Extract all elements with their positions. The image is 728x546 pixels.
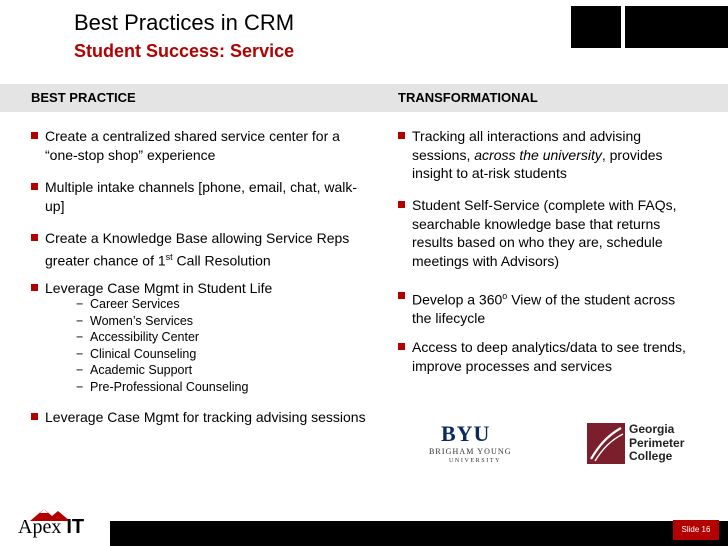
- bullet-marker: [398, 132, 405, 139]
- slide-subtitle: Student Success: Service: [74, 41, 295, 61]
- georgia-perimeter-college-logo: Georgia Perimeter College: [587, 423, 687, 468]
- byu-logo: BYU BRIGHAM YOUNG UNIVERSITY: [429, 421, 512, 464]
- bullet-tracking-interactions: Tracking all interactions and advising sessions, across the university, provides insight to at-risk students: [398, 127, 698, 183]
- column-header-best-practice: BEST PRACTICE: [31, 90, 136, 105]
- bullet-intake-channels: Multiple intake channels [phone, email, chat, walk-up]: [31, 178, 376, 215]
- bullet-marker: [398, 201, 405, 208]
- student-life-services-list: [76, 296, 248, 395]
- apex-it-logo: Apex IT: [16, 507, 106, 541]
- bullet-case-mgmt-student-life: Leverage Case Mgmt in Student Life: [31, 279, 376, 298]
- list-item: − Academic Support: [76, 363, 193, 377]
- bullet-marker: [398, 292, 405, 299]
- footer-bar: [110, 521, 728, 546]
- bullet-self-service: Student Self-Service (complete with FAQs, searchable knowledge base that returns results based on who they are, schedule meetings with Advisors): [398, 196, 698, 270]
- gpc-emblem-icon: [587, 423, 625, 464]
- bullet-shared-service-center: Create a centralized shared service center for a “one-stop shop” experience: [31, 127, 376, 164]
- bullet-marker: [31, 183, 38, 190]
- decor-block-right: [625, 6, 728, 48]
- bullet-knowledge-base: Create a Knowledge Base allowing Service Reps greater chance of 1st Call Resolution: [31, 229, 376, 270]
- bullet-marker: [31, 413, 38, 420]
- bullet-marker: [31, 284, 38, 291]
- slide-number-badge: Slide 16: [673, 520, 719, 540]
- list-item: − Clinical Counseling: [76, 346, 197, 361]
- bullet-deep-analytics: Access to deep analytics/data to see trends, improve processes and services: [398, 338, 698, 375]
- list-item: − Accessibility Center: [76, 330, 200, 344]
- column-header-transformational: TRANSFORMATIONAL: [398, 90, 538, 105]
- bullet-case-mgmt-advising: Leverage Case Mgmt for tracking advising sessions: [31, 408, 376, 427]
- list-item: − Women’s Services: [76, 313, 194, 328]
- bullet-360-view: Develop a 360$^o$ View of the student across the lifecycle: [398, 287, 698, 328]
- list-item: − Pre-Professional Counseling: [76, 379, 249, 394]
- bullet-marker: [31, 234, 38, 241]
- bullet-marker: [398, 343, 405, 350]
- list-item: − Career Services: [76, 297, 180, 311]
- bullet-marker: [31, 132, 38, 139]
- slide-title: Best Practices in CRM: [74, 10, 295, 35]
- decor-block-left: [571, 6, 621, 48]
